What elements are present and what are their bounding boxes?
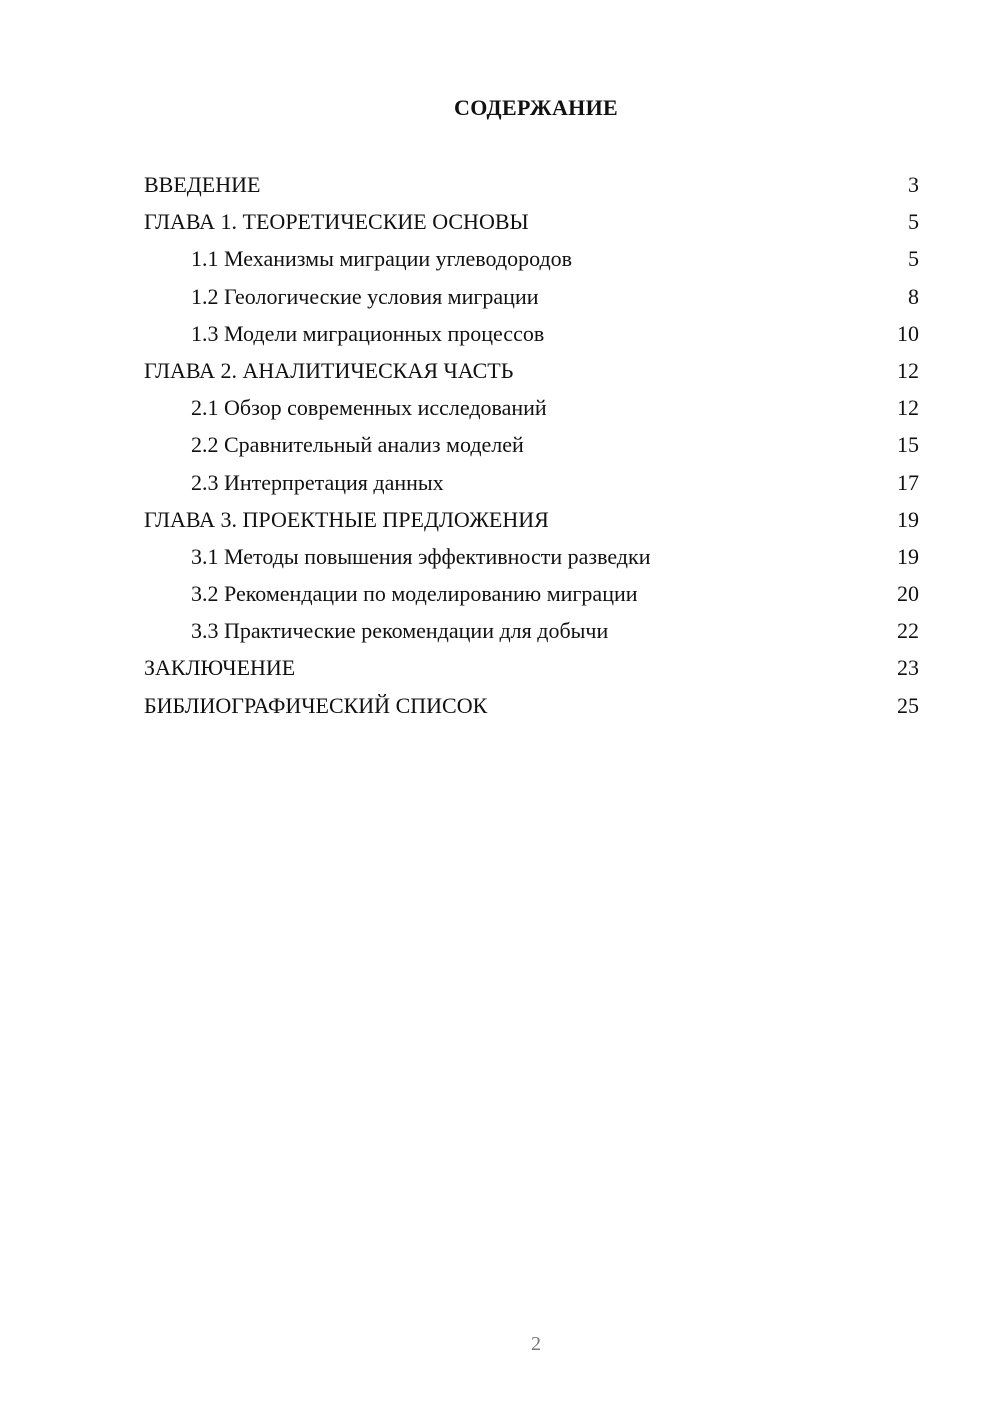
toc-entry-text: ВВЕДЕНИЕ <box>144 172 261 197</box>
toc-entry-text: 1.3 Модели миграционных процессов <box>191 320 545 346</box>
toc-entry-text: ГЛАВА 1. ТЕОРЕТИЧЕСКИЕ ОСНОВЫ <box>144 209 529 235</box>
toc-entry-introduction[interactable] <box>144 166 919 203</box>
toc-entry-section-3-3[interactable] <box>144 612 919 649</box>
toc-entry-section-2-1[interactable] <box>144 389 919 426</box>
toc-entry-text: 1.1 Механизмы миграции углеводородов <box>191 246 573 272</box>
toc-entry-page: 15 <box>897 432 919 458</box>
toc-heading: СОДЕРЖАНИЕ <box>454 95 618 120</box>
toc-entry-page: 3 <box>908 172 919 197</box>
toc-entry-text: БИБЛИОГРАФИЧЕСКИЙ СПИСОК <box>144 692 488 718</box>
page-number: 2 <box>531 1333 541 1355</box>
toc-entry-text: ГЛАВА 2. АНАЛИТИЧЕСКАЯ ЧАСТЬ <box>144 357 514 383</box>
toc-entry-page: 12 <box>897 357 919 383</box>
table-of-contents <box>144 166 919 724</box>
toc-entry-page: 19 <box>897 543 919 569</box>
toc-entry-page: 5 <box>908 209 919 235</box>
toc-entry-section-2-3[interactable] <box>144 464 919 501</box>
toc-entry-conclusion[interactable] <box>144 649 919 686</box>
toc-entry-page: 10 <box>897 320 919 346</box>
toc-entry-page: 23 <box>897 655 919 681</box>
toc-entry-page: 19 <box>897 506 919 532</box>
toc-entry-page: 8 <box>908 283 919 309</box>
toc-entry-text: 1.2 Геологические условия миграции <box>191 283 539 309</box>
toc-entry-section-1-3[interactable] <box>144 315 919 352</box>
toc-entry-text: ГЛАВА 3. ПРОЕКТНЫЕ ПРЕДЛОЖЕНИЯ <box>144 506 549 532</box>
toc-entry-chapter-1[interactable] <box>144 203 919 240</box>
toc-entry-page: 5 <box>908 246 919 272</box>
toc-entry-section-3-1[interactable] <box>144 538 919 575</box>
toc-entry-text: 3.2 Рекомендации по моделированию миграции <box>191 581 638 607</box>
toc-entry-text: ЗАКЛЮЧЕНИЕ <box>144 655 296 681</box>
toc-entry-page: 22 <box>897 618 919 644</box>
toc-entry-text: 2.3 Интерпретация данных <box>191 469 444 495</box>
toc-entry-section-1-1[interactable] <box>144 240 919 277</box>
toc-entry-section-2-2[interactable] <box>144 426 919 463</box>
toc-entry-chapter-3[interactable] <box>144 501 919 538</box>
toc-entry-chapter-2[interactable] <box>144 352 919 389</box>
toc-entry-text: 3.1 Методы повышения эффективности разведки <box>191 543 651 569</box>
toc-entry-page: 20 <box>897 581 919 607</box>
toc-entry-text: 2.1 Обзор современных исследований <box>191 395 547 421</box>
toc-entry-bibliography[interactable] <box>144 687 919 724</box>
toc-entry-page: 12 <box>897 395 919 421</box>
toc-entry-text: 2.2 Сравнительный анализ моделей <box>191 432 524 458</box>
toc-entry-section-1-2[interactable] <box>144 278 919 315</box>
toc-entry-section-3-2[interactable] <box>144 575 919 612</box>
toc-entry-page: 17 <box>897 469 919 495</box>
toc-entry-text: 3.3 Практические рекомендации для добычи <box>191 618 609 644</box>
toc-entry-page: 25 <box>897 692 919 718</box>
